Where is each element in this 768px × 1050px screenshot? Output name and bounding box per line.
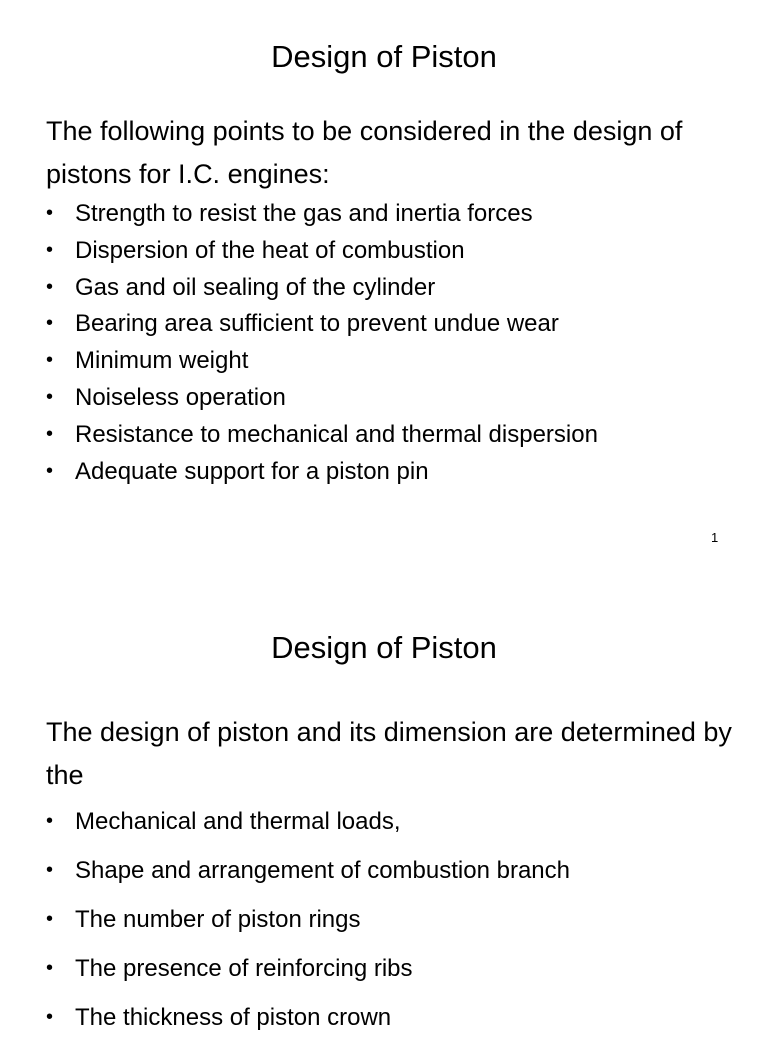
list-item (46, 344, 746, 381)
bullet-icon: • (46, 349, 54, 372)
list-item-text: Resistance to mechanical and thermal dispersion (75, 420, 598, 448)
bullet-icon: • (46, 422, 54, 445)
list-item (46, 455, 746, 492)
list-item (46, 903, 746, 952)
list-item-text: Shape and arrangement of combustion branch (75, 857, 570, 884)
list-item (46, 381, 746, 418)
bullet-icon: • (46, 202, 54, 224)
bullet-icon: • (46, 312, 54, 335)
slide-2 (0, 590, 768, 1031)
list-item-text: Noiseless operation (75, 383, 286, 411)
list-item (46, 418, 746, 455)
list-item-text: Strength to resist the gas and inertia forces (75, 200, 533, 227)
list-item (46, 197, 746, 234)
list-item-text: Adequate support for a piston pin (75, 457, 429, 485)
page-number: 1 (711, 530, 719, 545)
list-item (46, 307, 746, 344)
bullet-icon: • (46, 810, 54, 832)
slide-intro-text: The following points to be considered in the design of pistons for I.C. engines: (46, 116, 683, 189)
list-item (46, 1001, 746, 1050)
list-item (46, 271, 746, 308)
bullet-list (46, 197, 746, 491)
bullet-icon: • (46, 957, 54, 979)
slide-title: Design of Piston (271, 39, 497, 74)
list-item (46, 805, 746, 854)
list-item-text: Dispersion of the heat of combustion (75, 236, 465, 264)
bullet-icon: • (46, 385, 54, 408)
bullet-list (46, 805, 746, 1050)
list-item-text: Mechanical and thermal loads, (75, 808, 401, 835)
list-item (46, 854, 746, 903)
list-item (46, 234, 746, 271)
bullet-icon: • (46, 908, 54, 930)
list-item-text: Gas and oil sealing of the cylinder (75, 273, 436, 301)
bullet-icon: • (46, 238, 54, 261)
bullet-icon: • (46, 1006, 54, 1028)
bullet-icon: • (46, 459, 54, 482)
bullet-icon: • (46, 275, 54, 298)
list-item-text: The number of piston rings (75, 906, 361, 933)
list-item-text: Bearing area sufficient to prevent undue wear (75, 310, 559, 338)
list-item-text: The presence of reinforcing ribs (75, 955, 413, 982)
list-item (46, 952, 746, 1001)
bullet-icon: • (46, 859, 54, 881)
slide-intro-text: The design of piston and its dimension are determined by the (46, 717, 732, 790)
list-item-text: Minimum weight (75, 347, 249, 375)
list-item-text: The thickness of piston crown (75, 1004, 392, 1031)
slide-title: Design of Piston (271, 630, 497, 665)
